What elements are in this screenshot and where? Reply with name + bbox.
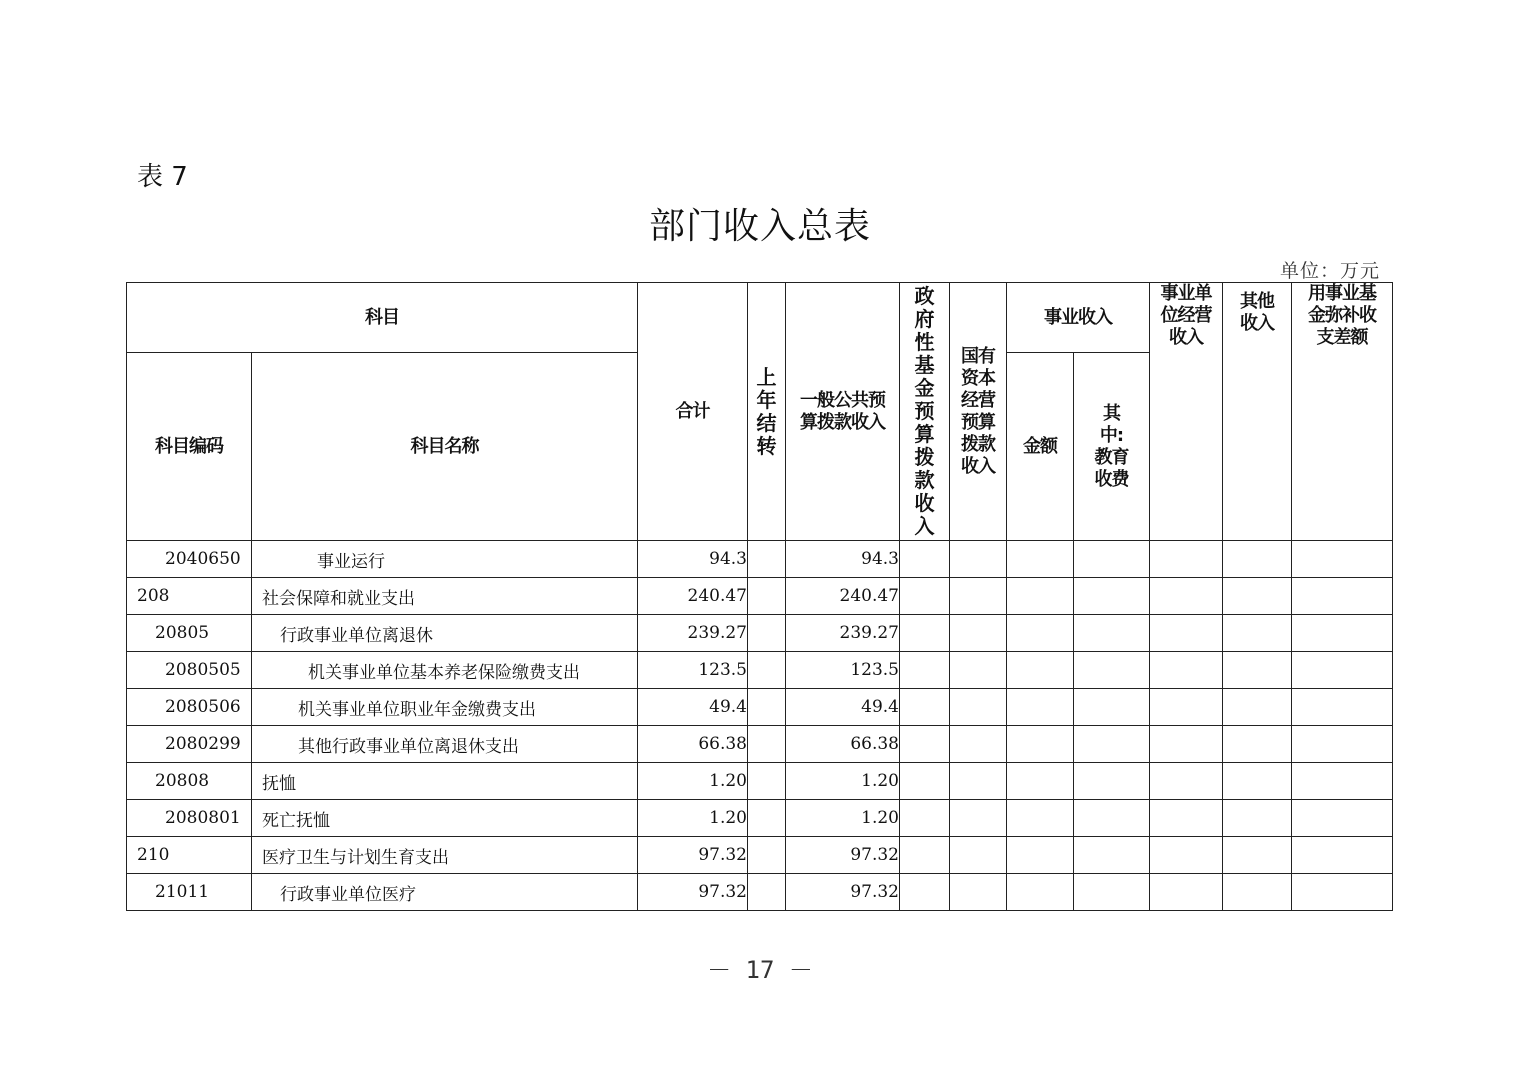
header-unit-operating: 事业单位经营收入 [1150, 283, 1223, 541]
table-row [127, 837, 1393, 874]
total-value: 97.32 [638, 837, 748, 874]
total-value: 1.20 [638, 763, 748, 800]
total-value: 66.38 [638, 726, 748, 763]
header-carryover: 上年结转 [748, 283, 786, 541]
page-number: － 17 － [707, 956, 813, 984]
table-row [127, 689, 1393, 726]
table-row [127, 763, 1393, 800]
total-value: 123.5 [638, 652, 748, 689]
table-label: 表 7 [137, 162, 188, 192]
header-subject: 科目 [127, 283, 638, 353]
general-budget-value: 240.47 [786, 578, 900, 615]
header-state-capital: 国有资本经营预算拨款收入 [950, 283, 1007, 541]
header-total: 合计 [638, 283, 748, 541]
general-budget-value: 97.32 [786, 874, 900, 911]
header-business-income: 事业收入 [1007, 283, 1150, 353]
subject-name: 其他行政事业单位离退休支出 [252, 726, 638, 763]
header-other-income: 其他收入 [1223, 283, 1292, 541]
total-value: 239.27 [638, 615, 748, 652]
subject-code: 21011 [127, 874, 252, 911]
general-budget-value: 94.3 [786, 541, 900, 578]
page-title: 部门收入总表 [648, 206, 871, 247]
subject-code: 20805 [127, 615, 252, 652]
header-amount: 金额 [1007, 353, 1074, 541]
general-budget-value: 239.27 [786, 615, 900, 652]
table-row [127, 726, 1393, 763]
subject-name: 机关事业单位基本养老保险缴费支出 [252, 652, 638, 689]
header-subject-name: 科目名称 [252, 353, 638, 541]
general-budget-value: 97.32 [786, 837, 900, 874]
total-value: 94.3 [638, 541, 748, 578]
subject-code: 210 [127, 837, 252, 874]
general-budget-value: 1.20 [786, 800, 900, 837]
header-subject-code: 科目编码 [127, 353, 252, 541]
total-value: 97.32 [638, 874, 748, 911]
subject-code: 208 [127, 578, 252, 615]
subject-name: 事业运行 [252, 541, 638, 578]
table-row [127, 541, 1393, 578]
subject-code: 2080299 [127, 726, 252, 763]
table-row [127, 874, 1393, 911]
subject-code: 2080505 [127, 652, 252, 689]
subject-code: 20808 [127, 763, 252, 800]
header-general-budget: 一般公共预算拨款收入 [786, 283, 900, 541]
table-row [127, 652, 1393, 689]
income-table [126, 282, 1393, 911]
subject-name: 医疗卫生与计划生育支出 [252, 837, 638, 874]
subject-name: 死亡抚恤 [252, 800, 638, 837]
subject-code: 2080506 [127, 689, 252, 726]
subject-name: 抚恤 [252, 763, 638, 800]
subject-code: 2040650 [127, 541, 252, 578]
table-row [127, 578, 1393, 615]
total-value: 1.20 [638, 800, 748, 837]
subject-code: 2080801 [127, 800, 252, 837]
general-budget-value: 49.4 [786, 689, 900, 726]
header-edu-fee: 其中:教育收费 [1074, 353, 1150, 541]
subject-name: 行政事业单位离退休 [252, 615, 638, 652]
general-budget-value: 66.38 [786, 726, 900, 763]
subject-name: 机关事业单位职业年金缴费支出 [252, 689, 638, 726]
header-fund-gap: 用事业基金弥补收支差额 [1292, 283, 1393, 541]
subject-name: 社会保障和就业支出 [252, 578, 638, 615]
unit-label: 单位：万元 [1279, 260, 1380, 282]
general-budget-value: 123.5 [786, 652, 900, 689]
table-row [127, 615, 1393, 652]
subject-name: 行政事业单位医疗 [252, 874, 638, 911]
total-value: 240.47 [638, 578, 748, 615]
table-row [127, 800, 1393, 837]
general-budget-value: 1.20 [786, 763, 900, 800]
total-value: 49.4 [638, 689, 748, 726]
header-gov-fund: 政府性基金预算拨款收入 [900, 283, 950, 541]
